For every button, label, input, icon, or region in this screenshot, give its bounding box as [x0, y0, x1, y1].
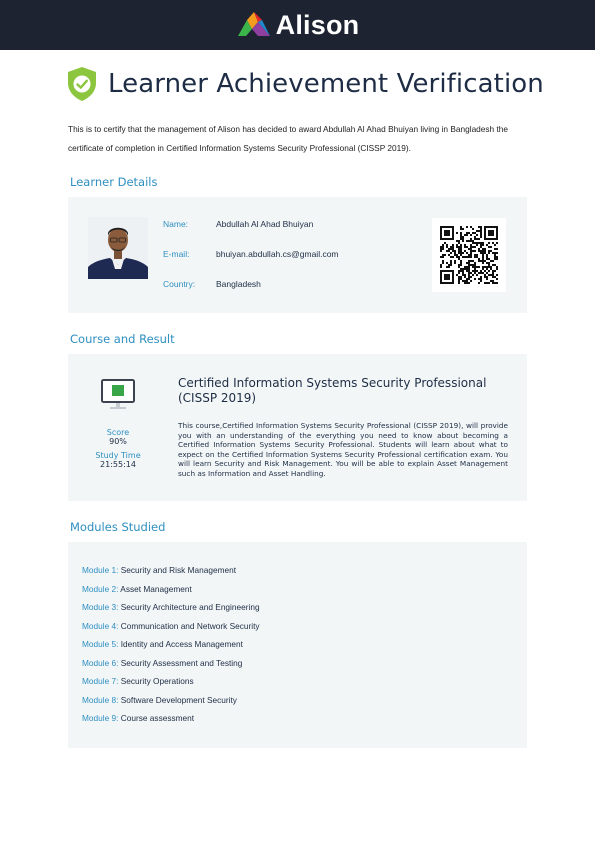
monitor-icon: [101, 378, 135, 412]
name-label: Name:: [163, 219, 189, 229]
learner-photo: [88, 217, 148, 279]
score-label: Score: [106, 428, 130, 437]
avatar: [88, 217, 148, 279]
score-value: 90%: [109, 437, 127, 446]
module-label: Module 9:: [82, 713, 119, 723]
brand-name: Alison: [275, 9, 360, 40]
header-bar: [0, 0, 595, 50]
module-label: Module 3:: [82, 602, 119, 612]
module-label: Module 1:: [82, 565, 119, 575]
course-title[interactable]: Certified Information Systems Security Professional (CISSP 2019): [178, 376, 487, 405]
email-row: [163, 249, 339, 279]
module-label: Module 6:: [82, 657, 119, 668]
alison-logo-icon: [236, 12, 272, 38]
module-name: Identity and Access Management: [120, 639, 243, 649]
module-label: Module 2:: [82, 583, 119, 594]
learner-name: Abdullah Al Ahad Bhuiyan: [216, 219, 314, 229]
module-name: Software Development Security: [120, 694, 237, 705]
module-item: [82, 695, 260, 714]
module-item: [82, 621, 260, 640]
learner-country: Bangladesh: [216, 279, 261, 289]
brand-logo[interactable]: [236, 10, 360, 41]
result-summary: [86, 378, 150, 474]
module-label: Module 8:: [82, 694, 119, 705]
module-name: Asset Management: [120, 583, 192, 594]
study-time-value: 21:55:14: [100, 460, 136, 469]
qr-code-icon[interactable]: [432, 218, 506, 292]
module-name: Security Assessment and Testing: [120, 657, 243, 668]
module-label: Module 4:: [82, 620, 119, 631]
module-item: [82, 713, 260, 732]
qr-code-graphic: [440, 226, 498, 284]
module-label: Module 7:: [82, 676, 119, 686]
module-name: Communication and Network Security: [120, 620, 260, 631]
module-item: [82, 658, 260, 677]
certification-statement: [68, 120, 538, 158]
shield-check-icon: [66, 66, 98, 102]
title-row: [66, 66, 544, 102]
module-name: Course assessment: [120, 713, 195, 723]
module-name: Security Operations: [120, 676, 194, 686]
module-item: [82, 584, 260, 603]
email-label: E-mail:: [163, 249, 190, 259]
module-name: Security and Risk Management: [120, 565, 237, 575]
course-result-panel: [68, 354, 527, 501]
page-title: Learner Achievement Verification: [108, 69, 544, 99]
country-label: Country:: [163, 279, 196, 289]
country-row: [163, 279, 339, 309]
module-name: Security Architecture and Engineering: [120, 602, 260, 612]
intro-line-2: certificate of completion in Certified Information Systems Security Professional (CISSP 2019).: [68, 143, 411, 153]
module-item: [82, 565, 260, 584]
learner-email[interactable]: bhuiyan.abdullah.cs@gmail.com: [216, 249, 339, 259]
learner-info: [163, 219, 339, 309]
name-row: [163, 219, 339, 249]
module-label: Module 5:: [82, 639, 119, 649]
learner-details-heading: Learner Details: [70, 175, 158, 189]
intro-line-1: This is to certify that the management of Alison has decided to award Abdullah Al Ahad Bhuiyan living in Bangladesh the: [68, 124, 509, 134]
course-result-heading: Course and Result: [70, 332, 175, 346]
module-item: [82, 602, 260, 621]
modules-heading: Modules Studied: [70, 520, 166, 534]
study-time-label: Study Time: [95, 451, 141, 460]
course-description: This course,Certified Information Systems Security Professional (CISSP 2019), will provide you with an understanding of the everything you need to know about becoming a Certified Information Systems Security Professional. Students will learn about what to expect on the Certified Information Systems Security Professional certification exam. You will learn Security and Risk Management. You will be able to explain Asset Management such as Information and Asset Handling.: [178, 421, 508, 478]
modules-panel: [68, 542, 527, 748]
module-item: [82, 676, 260, 695]
module-item: [82, 639, 260, 658]
learner-details-panel: [68, 197, 527, 313]
modules-list: [82, 565, 260, 732]
